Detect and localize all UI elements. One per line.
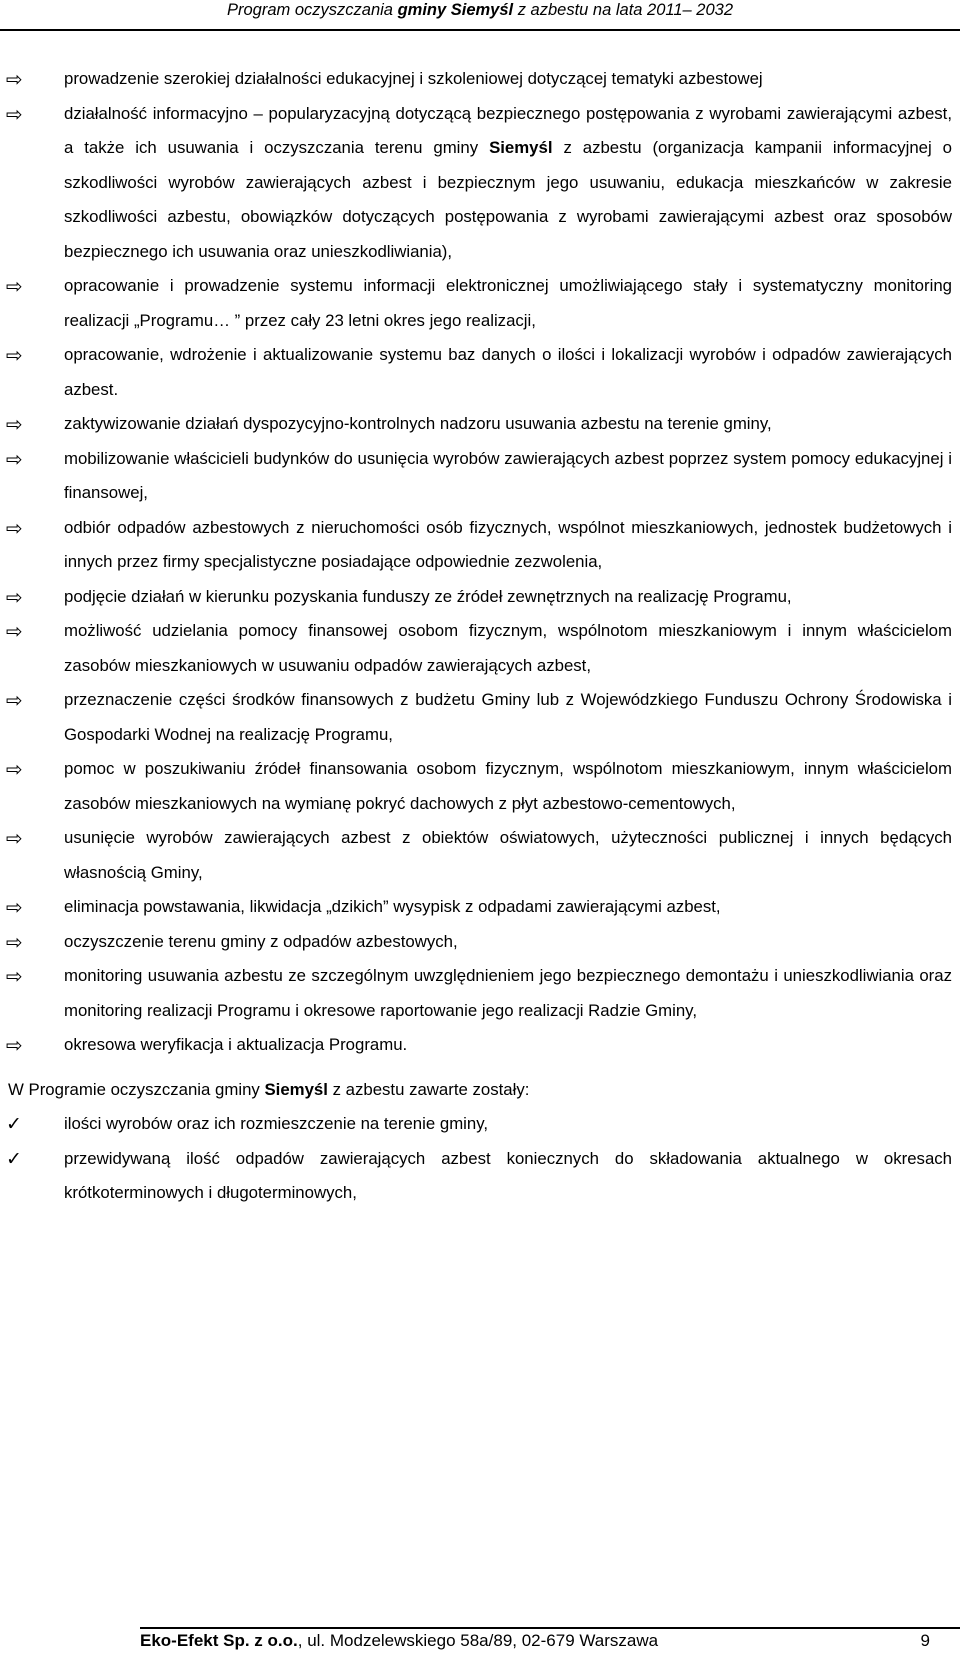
arrow-list <box>0 62 960 1063</box>
list-item-text <box>64 97 952 270</box>
list-item-text: możliwość udzielania pomocy finansowej osobom fizycznym, wspólnotom mieszkaniowym i innym właścicielom zasobów mieszkaniowych w usuwaniu odpadów zawierających azbest, <box>64 621 952 675</box>
check-list <box>0 1107 960 1211</box>
header-title-bold: gminy Siemyśl <box>397 1 514 19</box>
list-item <box>0 338 960 407</box>
list-item <box>0 269 960 338</box>
check-list-item <box>0 1142 960 1211</box>
page-header <box>0 0 960 30</box>
arrow-bullet-icon: ⇨ <box>6 515 23 540</box>
list-item-text-part: działalność informacyjno – popularyzacyjną dotyczącą bezpiecznego postępowania z wyrobami zawierającymi azbest, a także ich usuwania i oczyszczania terenu gminy <box>64 103 952 157</box>
list-item-text: eliminacja powstawania, likwidacja „dzikich” wysypisk z odpadami zawierającymi azbest, <box>64 897 721 916</box>
list-item <box>0 97 960 270</box>
footer-address: , ul. Modzelewskiego 58a/89, 02-679 Warszawa <box>297 1631 659 1650</box>
list-item-bold-text: Siemyśl <box>489 138 553 157</box>
checkmark-icon: ✓ <box>6 1147 22 1170</box>
page-number: 9 <box>920 1631 930 1650</box>
list-item <box>0 442 960 511</box>
list-item <box>0 959 960 1028</box>
arrow-bullet-icon: ⇨ <box>6 688 23 712</box>
check-list-item <box>0 1107 960 1142</box>
list-item-text: opracowanie, wdrożenie i aktualizowanie systemu baz danych o ilości i lokalizacji wyrobów i odpadów zawierających azbest. <box>64 345 952 399</box>
list-item <box>0 580 960 615</box>
list-item-text: okresowa weryfikacja i aktualizacja Programu. <box>64 1035 408 1054</box>
list-item <box>0 752 960 821</box>
list-item <box>0 407 960 442</box>
arrow-bullet-icon: ⇨ <box>6 929 23 954</box>
header-title <box>0 0 960 20</box>
footer-rule <box>140 1627 960 1629</box>
arrow-bullet-icon: ⇨ <box>6 343 23 367</box>
list-item-text: zaktywizowanie działań dyspozycyjno-kontrolnych nadzoru usuwania azbestu na terenie gminy, <box>64 414 772 433</box>
arrow-bullet-icon: ⇨ <box>6 412 23 436</box>
list-item-text: odbiór odpadów azbestowych z nieruchomości osób fizycznych, wspólnot mieszkaniowych, jednostek budżetowych i innych przez firmy specjalistyczne posiadające odpowiednie zezwolenia, <box>64 517 952 571</box>
list-item-text-part: z azbestu (organizacja kampanii informacyjnej o szkodliwości wyrobów zawierających azbest i bezpiecznym jego usuwaniu, edukacja mieszkańców w zakresie szkodliwości azbestu, obowiązków dotyczących postępowania z wyrobami zawierającymi azbest oraz sposobów bezpiecznego ich usuwania oraz unieszkodliwiania), <box>64 138 952 261</box>
list-item <box>0 890 960 925</box>
list-item-text: przeznaczenie części środków finansowych z budżetu Gminy lub z Wojewódzkiego Funduszu Ochrony Środowiska i Gospodarki Wodnej na realizację Programu, <box>64 690 952 744</box>
list-item-text: prowadzenie szerokiej działalności edukacyjnej i szkoleniowej dotyczącej tematyki azbestowej <box>64 69 763 88</box>
check-item-text: przewidywaną ilość odpadów zawierających azbest koniecznych do składowania aktualnego w okresach krótkoterminowych i długoterminowych, <box>64 1148 952 1202</box>
list-item-text: mobilizowanie właścicieli budynków do usunięcia wyrobów zawierających azbest poprzez system pomocy edukacyjnej i finansowej, <box>64 448 952 502</box>
checkmark-icon: ✓ <box>6 1113 22 1135</box>
list-item-text: oczyszczenie terenu gminy z odpadów azbestowych, <box>64 931 458 951</box>
intro-prefix: W Programie oczyszczania gminy <box>8 1079 265 1099</box>
arrow-bullet-icon: ⇨ <box>6 67 23 91</box>
list-item <box>0 683 960 752</box>
arrow-bullet-icon: ⇨ <box>6 964 23 988</box>
list-item-text: monitoring usuwania azbestu ze szczególnym uwzględnieniem jego bezpiecznego demontażu i unieszkodliwiania oraz monitoring realizacji Programu i okresowe raportowanie jego realizacji Radzie Gminy, <box>64 966 952 1020</box>
header-title-suffix: z azbestu na lata 2011– 2032 <box>513 1 733 19</box>
document-body <box>0 62 960 1211</box>
list-item-text: podjęcie działań w kierunku pozyskania funduszy ze źródeł zewnętrznych na realizację Programu, <box>64 586 792 606</box>
check-item-text: ilości wyrobów oraz ich rozmieszczenie na terenie gminy, <box>64 1114 489 1133</box>
footer-company: Eko-Efekt Sp. z o.o. <box>140 1631 298 1650</box>
arrow-bullet-icon: ⇨ <box>6 895 23 919</box>
list-item <box>0 925 960 960</box>
arrow-bullet-icon: ⇨ <box>6 584 23 609</box>
intro-paragraph <box>0 1073 960 1108</box>
header-title-prefix: Program oczyszczania <box>227 1 398 19</box>
header-rule <box>0 29 960 31</box>
list-item <box>0 1028 960 1063</box>
arrow-bullet-icon: ⇨ <box>6 274 23 298</box>
arrow-bullet-icon: ⇨ <box>6 619 23 643</box>
list-item <box>0 511 960 580</box>
intro-bold: Siemyśl <box>264 1079 328 1099</box>
arrow-bullet-icon: ⇨ <box>6 826 23 850</box>
intro-suffix: z azbestu zawarte zostały: <box>327 1079 530 1099</box>
list-item <box>0 62 960 97</box>
list-item-text: pomoc w poszukiwaniu źródeł finansowania osobom fizycznym, wspólnotom mieszkaniowym, innym właścicielom zasobów mieszkaniowych na wymianę pokryć dachowych z płyt azbestowo-cementowych, <box>64 759 952 813</box>
list-item <box>0 821 960 890</box>
arrow-bullet-icon: ⇨ <box>6 446 23 471</box>
page-footer <box>140 1631 910 1651</box>
list-item-text: usunięcie wyrobów zawierających azbest z obiektów oświatowych, użyteczności publicznej i innych będących własnością Gminy, <box>64 828 952 882</box>
arrow-bullet-icon: ⇨ <box>6 757 23 781</box>
arrow-bullet-icon: ⇨ <box>6 101 23 126</box>
list-item-text: opracowanie i prowadzenie systemu informacji elektronicznej umożliwiającego stały i systematyczny monitoring realizacji „Programu… ” przez cały 23 letni okres jego realizacji, <box>64 276 952 330</box>
arrow-bullet-icon: ⇨ <box>6 1033 23 1057</box>
list-item <box>0 614 960 683</box>
